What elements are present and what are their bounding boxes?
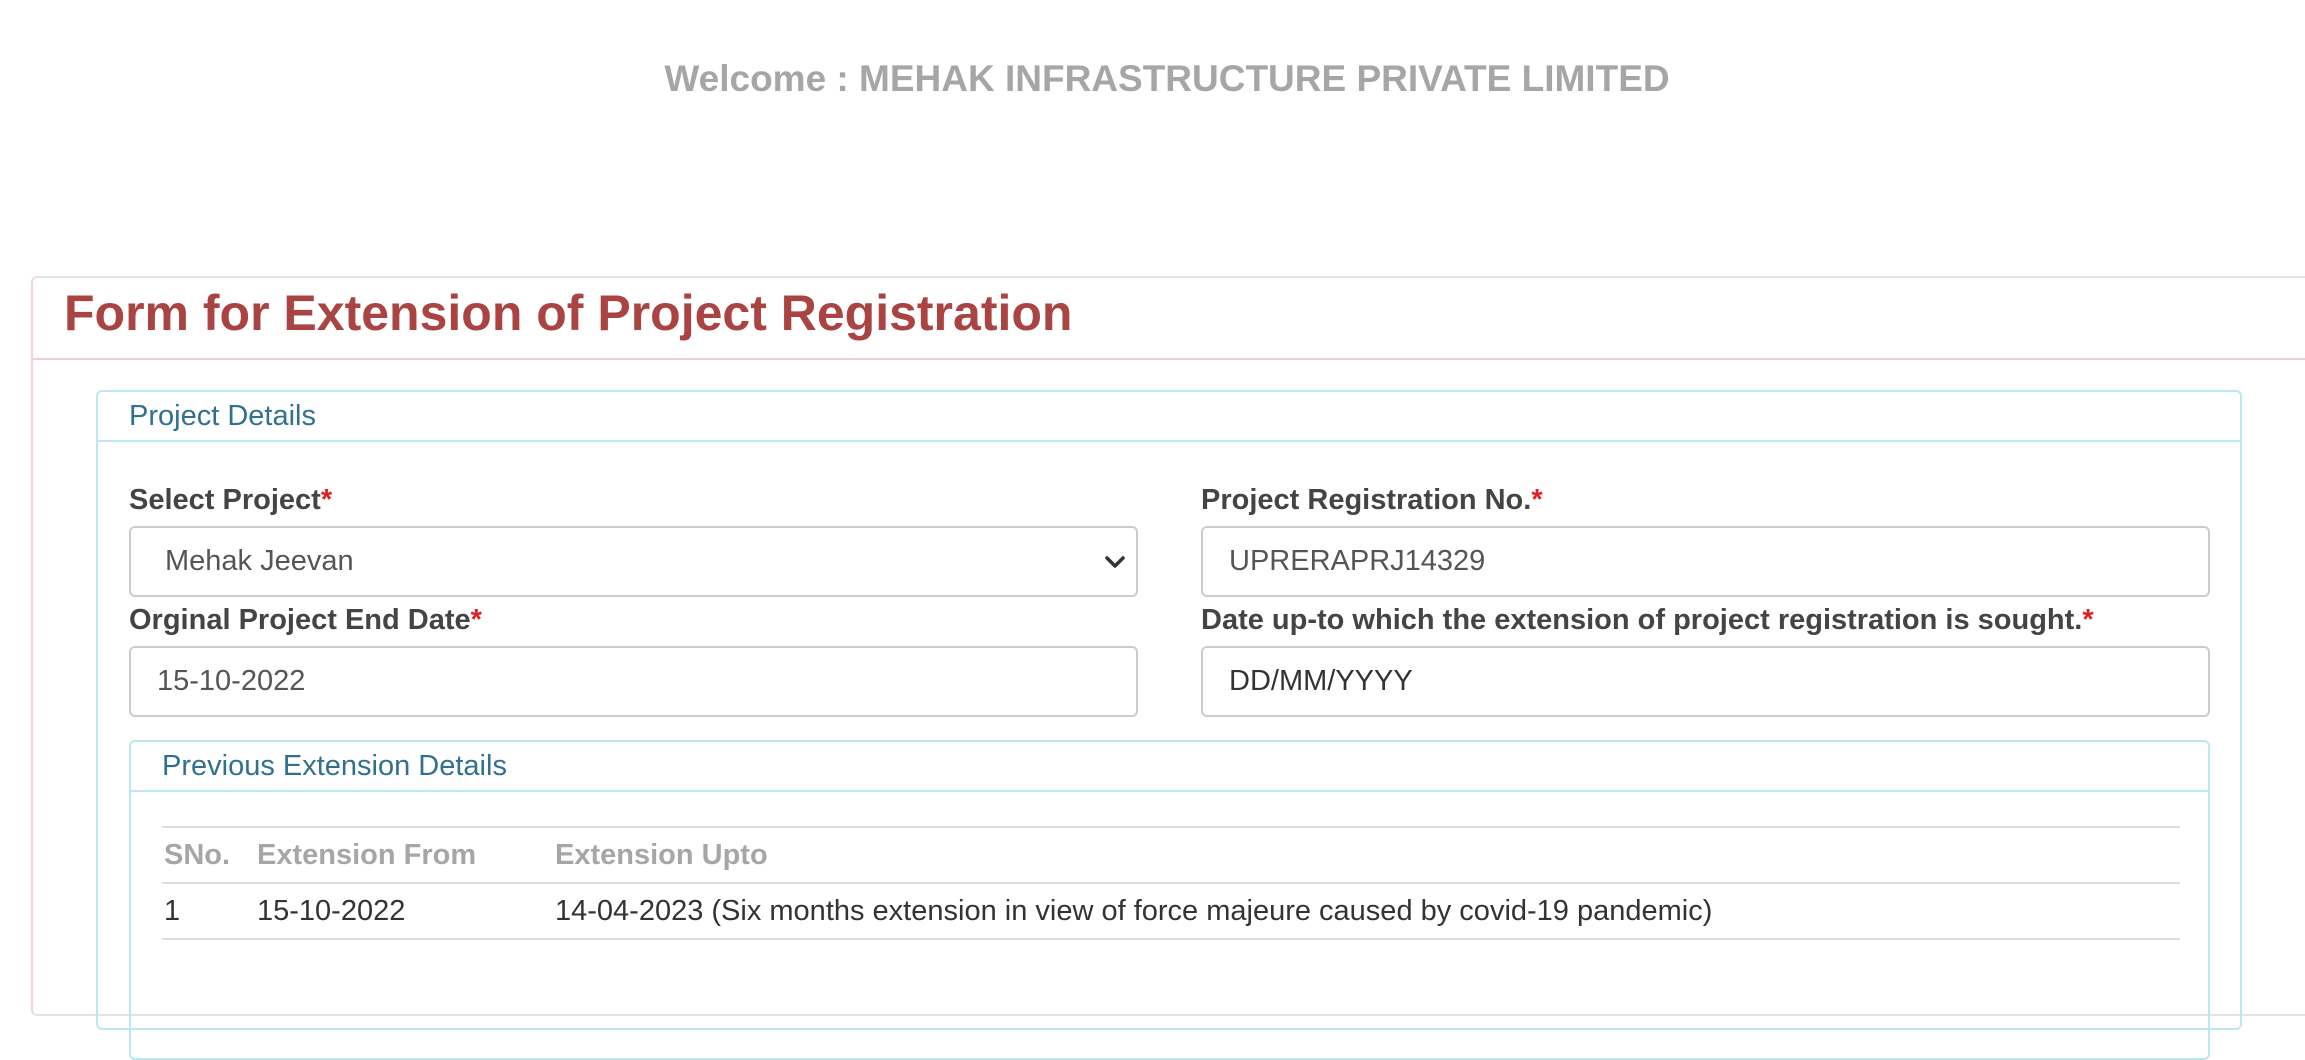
select-project-label-text: Select Project <box>129 484 321 516</box>
column-header-extension-upto: Extension Upto <box>553 827 2180 883</box>
required-marker: * <box>1531 484 1543 516</box>
required-marker: * <box>2082 604 2094 636</box>
cell-sno: 1 <box>162 883 255 939</box>
form-title-bar <box>33 278 2305 360</box>
cell-extension-from: 15-10-2022 <box>255 883 553 939</box>
previous-extension-heading <box>131 742 2208 792</box>
registration-no-label-text: Project Registration No. <box>1201 484 1532 516</box>
original-end-date-field[interactable] <box>129 646 1138 717</box>
select-project-value: Mehak Jeevan <box>165 545 354 577</box>
previous-extension-table <box>162 826 2180 940</box>
original-end-date-label-text: Orginal Project End Date <box>129 604 471 636</box>
table-row <box>162 883 2180 939</box>
extension-date-label <box>1201 604 2094 637</box>
extension-form-card <box>31 276 2305 1016</box>
required-marker: * <box>320 484 333 516</box>
previous-extension-table-wrap <box>162 826 2180 940</box>
chevron-down-icon <box>1104 551 1126 573</box>
registration-no-label <box>1201 484 1543 517</box>
previous-extension-title: Previous Extension Details <box>162 750 507 782</box>
required-marker: * <box>470 604 482 636</box>
extension-date-label-text: Date up-to which the extension of project registration is sought. <box>1201 604 2083 636</box>
column-header-sno: SNo. <box>162 827 255 883</box>
select-project-dropdown[interactable] <box>129 526 1138 597</box>
original-end-date-label <box>129 604 482 637</box>
extension-date-placeholder: DD/MM/YYYY <box>1229 665 1413 697</box>
extension-date-field[interactable] <box>1201 646 2210 717</box>
original-end-date-value: 15-10-2022 <box>157 665 306 697</box>
project-details-heading <box>98 392 2240 442</box>
registration-no-value: UPRERAPRJ14329 <box>1229 545 1486 577</box>
column-header-extension-from: Extension From <box>255 827 553 883</box>
registration-no-field[interactable] <box>1201 526 2210 597</box>
previous-extension-panel <box>129 740 2210 1060</box>
table-header-row <box>162 827 2180 883</box>
welcome-banner: Welcome : MEHAK INFRASTRUCTURE PRIVATE LIMITED <box>664 58 1670 99</box>
select-project-label <box>129 484 332 517</box>
form-title: Form for Extension of Project Registration <box>64 285 1073 341</box>
project-details-panel <box>96 390 2242 1030</box>
project-details-title: Project Details <box>129 400 316 432</box>
cell-extension-upto: 14-04-2023 (Six months extension in view of force majeure caused by covid-19 pandemic) <box>553 883 2180 939</box>
